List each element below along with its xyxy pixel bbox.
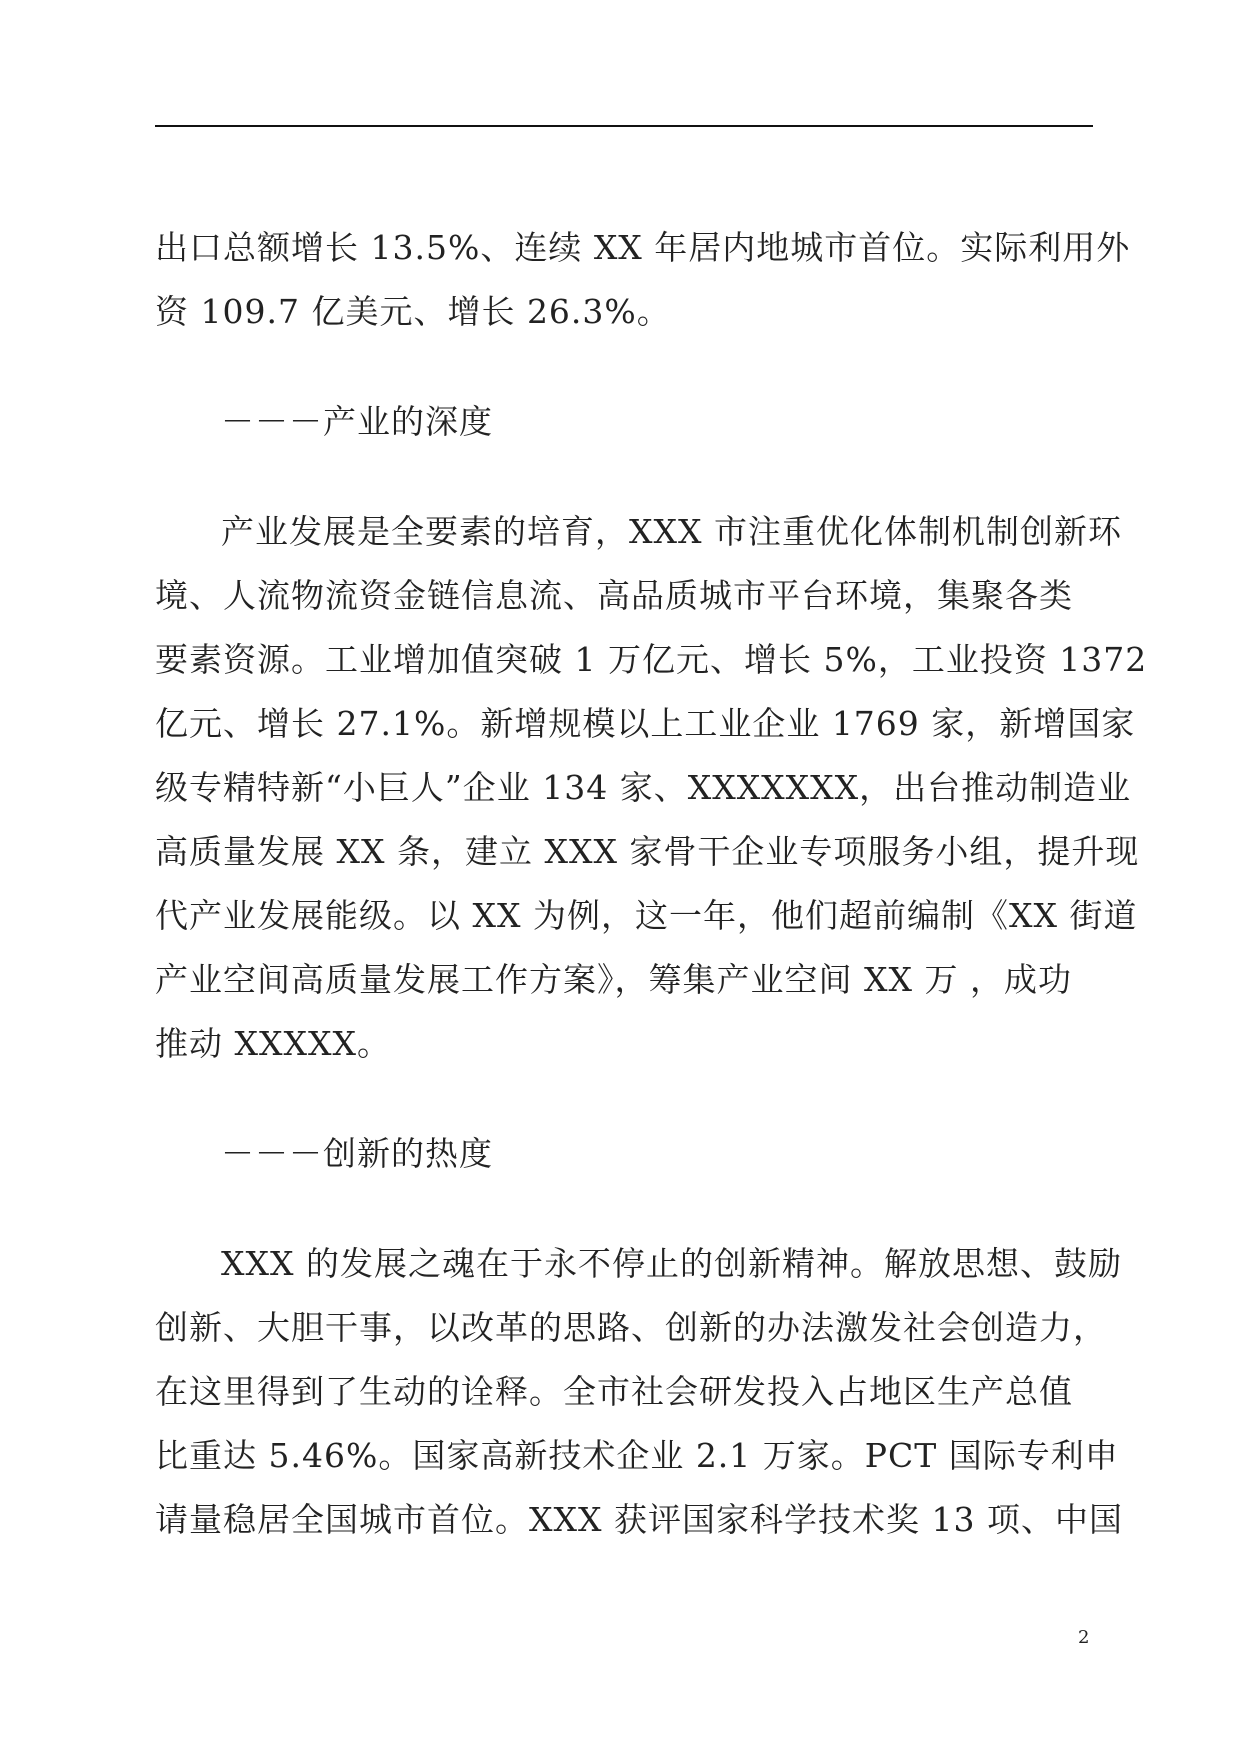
page-number: 2 [1078,1627,1090,1648]
text-line: 在这里得到了生动的诠释。全市社会研发投入占地区生产总值 [155,1372,1073,1411]
paragraph-innovation [155,1232,1123,1552]
text-line: 推动 XXXXX。 [155,1024,391,1063]
document-body [155,216,1148,1552]
text-line: 代产业发展能级。以 XX 为例，这一年，他们超前编制《XX 街道 [155,896,1138,935]
text-line: 高质量发展 XX 条，建立 XXX 家骨干企业专项服务小组，提升现 [155,832,1140,871]
text-line: 要素资源。工业增加值突破 1 万亿元、增长 5%，工业投资 1372 [155,640,1148,679]
text-line: 级专精特新“小巨人”企业 134 家、XXXXXXX，出台推动制造业 [155,768,1132,807]
header-rule [155,125,1093,127]
text-line: 产业空间高质量发展工作方案》，筹集产业空间 XX 万 ，成功 [155,960,1072,999]
section-heading: －－－产业的深度 [221,402,493,441]
text-line: 产业发展是全要素的培育，XXX 市注重优化体制机制创新环 [221,512,1122,551]
text-line: 亿元、增长 27.1%。新增规模以上工业企业 1769 家，新增国家 [155,704,1136,743]
paragraph-trade [155,216,1131,344]
section-heading-industry [155,390,1095,454]
text-line: 创新、大胆干事，以改革的思路、创新的办法激发社会创造力， [155,1308,1107,1347]
text-line: 请量稳居全国城市首位。XXX 获评国家科学技术奖 13 项、中国 [155,1500,1123,1539]
section-heading-innovation [155,1122,1095,1186]
section-heading: －－－创新的热度 [221,1134,493,1173]
text-line: 资 109.7 亿美元、增长 26.3%。 [155,292,671,331]
paragraph-industry [155,500,1148,1076]
text-line: 境、人流物流资金链信息流、高品质城市平台环境，集聚各类 [155,576,1073,615]
text-line: XXX 的发展之魂在于永不停止的创新精神。解放思想、鼓励 [221,1244,1122,1283]
text-line: 出口总额增长 13.5%、连续 XX 年居内地城市首位。实际利用外 [155,228,1131,267]
text-line: 比重达 5.46%。国家高新技术企业 2.1 万家。PCT 国际专利申 [155,1436,1119,1475]
